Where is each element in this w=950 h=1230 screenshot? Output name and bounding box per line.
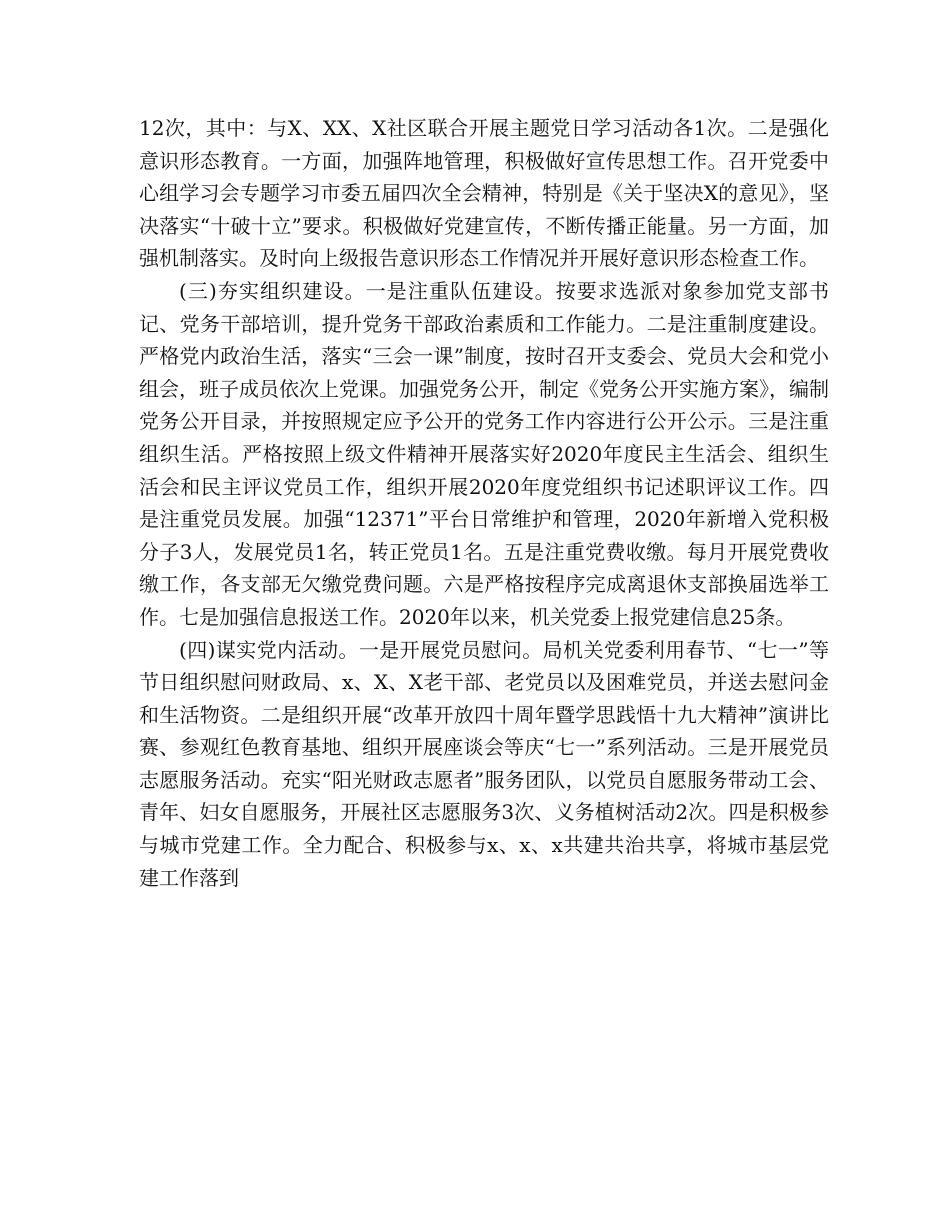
paragraph-ideology: 12次，其中：与X、XX、X社区联合开展主题党日学习活动各1次。二是强化意识形态教育。一方面，加强阵地管理，积极做好宣传思想工作。召开党委中心组学习会专题学习市委五届四次全会精神，特别是《关于坚决X的意见》，坚决落实“十破十立”要求。积极做好党建宣传，不断传播正能量。另一方面，加强机制落实。及时向上级报告意识形态工作情况并开展好意识形态检查工作。	[139, 116, 829, 271]
paragraph-organization: (三)夯实组织建设。一是注重队伍建设。按要求选派对象参加党支部书记、党务干部培训，提升党务干部政治素质和工作能力。二是注重制度建设。严格党内政治生活，落实“三会一课”制度，按时召开支委会、党员大会和党小组会，班子成员依次上党课。加强党务公开，制定《党务公开实施方案》，编制党务公开目录，并按照规定应予公开的党务工作内容进行公开公示。三是注重组织生活。严格按照上级文件精神开展落实好2020年度民主生活会、组织生活会和民主评议党员工作，组织开展2020年度党组织书记述职评议工作。四是注重党员发展。加强“12371”平台日常维护和管理，2020年新增入党积极分子3人，发展党员1名，转正党员1名。五是注重党费收缴。每月开展党费收缴工作，各支部无欠缴党费问题。六是严格按程序完成离退休支部换届选举工作。七是加强信息报送工作。2020年以来，机关党委上报党建信息25条。	[139, 278, 829, 629]
document-page	[139, 112, 829, 894]
paragraph-activities: (四)谋实党内活动。一是开展党员慰问。局机关党委利用春节、“七一”等节日组织慰问财政局、x、X、X老干部、老党员以及困难党员，并送去慰问金和生活物资。二是组织开展“改革开放四十周年暨学思践悟十九大精神”演讲比赛、参观红色教育基地、组织开展座谈会等庆“七一”系列活动。三是开展党员志愿服务活动。充实“阳光财政志愿者”服务团队，以党员自愿服务带动工会、青年、妇女自愿服务，开展社区志愿服务3次、义务植树活动2次。四是积极参与城市党建工作。全力配合、积极参与x、x、x共建共治共享，将城市基层党建工作落到	[139, 637, 829, 890]
